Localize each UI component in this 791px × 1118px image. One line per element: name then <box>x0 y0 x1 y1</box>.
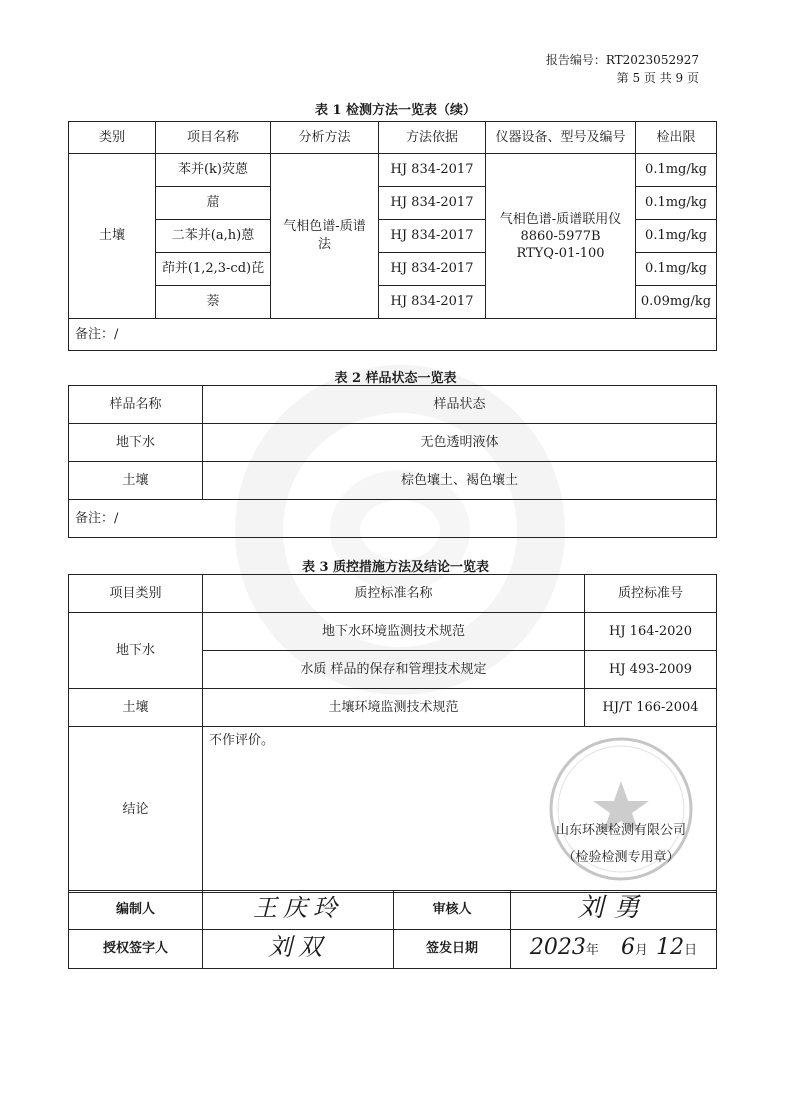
table3-groundwater: 地下水 <box>69 613 203 689</box>
table1-limit: 0.09mg/kg <box>636 286 717 319</box>
table2-title: 表 2 样品状态一览表 <box>334 371 457 386</box>
authorized-signature: 刘双 <box>203 930 394 969</box>
table3-soil: 土壤 <box>69 689 203 727</box>
table1-col-basis: 方法依据 <box>379 122 486 154</box>
table1-limit: 0.1mg/kg <box>636 187 717 220</box>
conclusion-text: 不作评价。 <box>209 733 275 748</box>
report-number: 报告编号：RT2023052927 <box>545 53 699 67</box>
table1-item: 苯并(k)荧蒽 <box>156 154 271 187</box>
table1 <box>68 121 717 351</box>
table1-method: 气相色谱-质谱法 <box>271 154 379 319</box>
signature-table <box>68 890 717 969</box>
date-label: 签发日期 <box>394 930 511 969</box>
table3-conclusion-label: 结论 <box>69 727 203 893</box>
table-row <box>69 462 717 500</box>
table1-col-item: 项目名称 <box>156 122 271 154</box>
table1-title: 表 1 检测方法一览表（续） <box>314 103 477 118</box>
table1-basis: HJ 834-2017 <box>379 154 486 187</box>
table3-std-name: 土壤环境监测技术规范 <box>203 689 585 727</box>
table1-col-limit: 检出限 <box>636 122 717 154</box>
table1-limit: 0.1mg/kg <box>636 154 717 187</box>
table-row <box>69 613 717 651</box>
table2-state: 棕色壤土、褐色壤土 <box>203 462 717 500</box>
table1-basis: HJ 834-2017 <box>379 220 486 253</box>
table2-name: 地下水 <box>69 424 203 462</box>
table3-std-code: HJ 164-2020 <box>585 613 717 651</box>
table1-item: 茚并(1,2,3-cd)芘 <box>156 253 271 286</box>
table1-basis: HJ 834-2017 <box>379 286 486 319</box>
table2-name: 土壤 <box>69 462 203 500</box>
table1-limit: 0.1mg/kg <box>636 220 717 253</box>
table1-col-instrument: 仪器设备、型号及编号 <box>486 122 636 154</box>
prepared-signature: 王庆玲 <box>203 891 394 930</box>
prepared-label: 编制人 <box>69 891 203 930</box>
table3-std-code: HJ 493-2009 <box>585 651 717 689</box>
table1-item: 䓛 <box>156 187 271 220</box>
table-row <box>69 689 717 727</box>
company-name: 山东环澳检测有限公司 <box>555 823 686 838</box>
table1-limit: 0.1mg/kg <box>636 253 717 286</box>
table1-category: 土壤 <box>69 154 156 319</box>
reviewed-signature: 刘勇 <box>511 891 717 930</box>
authorized-label: 授权签字人 <box>69 930 203 969</box>
table2-note: 备注：/ <box>69 500 717 538</box>
reviewed-label: 审核人 <box>394 891 511 930</box>
table3-col-code: 质控标准号 <box>585 575 717 613</box>
table3-conclusion <box>203 727 717 893</box>
table1-item: 萘 <box>156 286 271 319</box>
table3-std-code: HJ/T 166-2004 <box>585 689 717 727</box>
table3-title: 表 3 质控措施方法及结论一览表 <box>301 560 490 575</box>
table-row <box>69 424 717 462</box>
table2 <box>68 385 717 538</box>
page-number: 第 5 页 共 9 页 <box>616 71 699 85</box>
table2-col-name: 样品名称 <box>69 386 203 424</box>
table1-basis: HJ 834-2017 <box>379 187 486 220</box>
table1-instrument: 气相色谱-质谱联用仪 8860-5977B RTYQ-01-100 <box>486 154 636 319</box>
issue-date: 2023年 6月 12日 <box>511 930 717 969</box>
table3-std-name: 水质 样品的保存和管理技术规定 <box>203 651 585 689</box>
table3-col-name: 质控标准名称 <box>203 575 585 613</box>
table1-note: 备注：/ <box>69 319 717 351</box>
table-row <box>69 154 717 187</box>
table1-col-method: 分析方法 <box>271 122 379 154</box>
table2-state: 无色透明液体 <box>203 424 717 462</box>
seal-label: （检验检测专用章） <box>562 850 680 865</box>
table3-std-name: 地下水环境监测技术规范 <box>203 613 585 651</box>
table2-col-state: 样品状态 <box>203 386 717 424</box>
table3 <box>68 574 717 893</box>
table1-col-category: 类别 <box>69 122 156 154</box>
table1-item: 二苯并(a,h)蒽 <box>156 220 271 253</box>
table3-col-type: 项目类别 <box>69 575 203 613</box>
table1-basis: HJ 834-2017 <box>379 253 486 286</box>
